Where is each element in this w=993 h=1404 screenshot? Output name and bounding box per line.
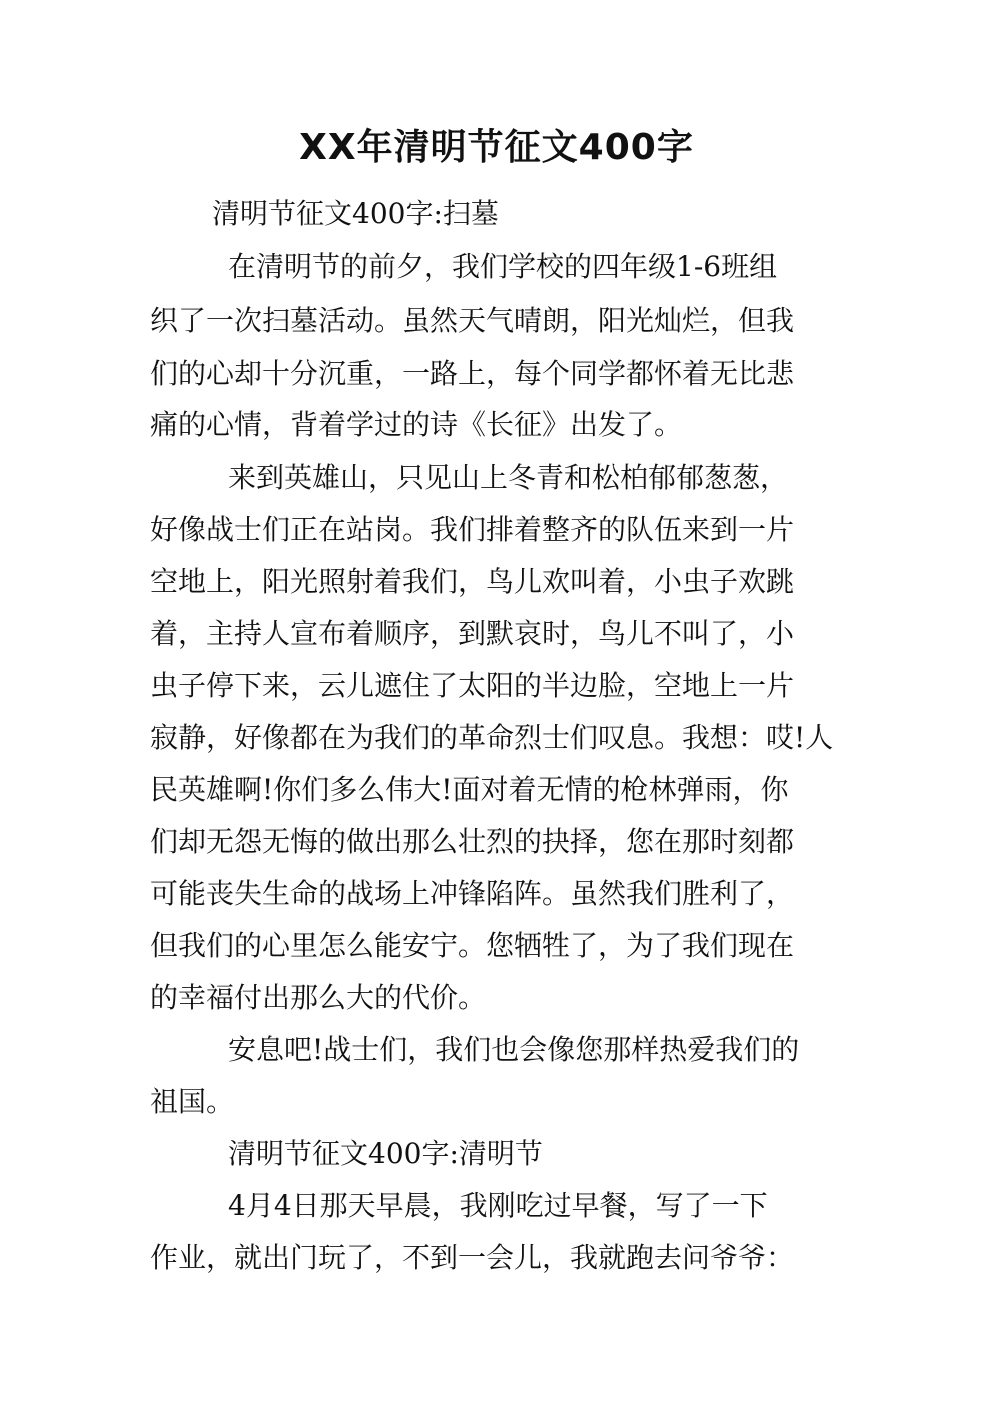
paragraph-line: 安息吧!战士们，我们也会像您那样热爱我们的 [228,1033,800,1066]
paragraph-line: 虫子停下来，云儿遮住了太阳的半边脸，空地上一片 [150,669,795,702]
paragraph-line: 在清明节的前夕，我们学校的四年级1-6班组 [228,250,778,283]
paragraph-line: 的幸福付出那么大的代价。 [150,981,487,1014]
section-heading-2: 清明节征文400字:清明节 [228,1137,543,1170]
document-title: XX年清明节征文400字 [299,127,694,168]
paragraph-line: 但我们的心里怎么能安宁。您牺牲了，为了我们现在 [150,929,795,962]
paragraph-line: 痛的心情，背着学过的诗《长征》出发了。 [150,408,683,441]
paragraph-line: 着，主持人宣布着顺序，到默哀时，鸟儿不叫了，小 [150,617,795,650]
paragraph-line: 祖国。 [150,1085,235,1118]
section-heading-1: 清明节征文400字:扫墓 [212,197,499,230]
paragraph-line: 民英雄啊!你们多么伟大!面对着无情的枪林弹雨，你 [150,773,789,806]
paragraph-line: 4月4日那天早晨，我刚吃过早餐，写了一下 [228,1189,768,1222]
paragraph-line: 可能丧失生命的战场上冲锋陷阵。虽然我们胜利了， [150,877,795,910]
paragraph-line: 空地上，阳光照射着我们，鸟儿欢叫着，小虫子欢跳 [150,565,795,598]
paragraph-line: 作业，就出门玩了，不到一会儿，我就跑去问爷爷： [150,1241,795,1274]
paragraph-line: 织了一次扫墓活动。虽然天气晴朗，阳光灿烂，但我 [150,304,795,337]
paragraph-line: 来到英雄山，只见山上冬青和松柏郁郁葱葱， [228,461,789,494]
paragraph-line: 寂静，好像都在为我们的革命烈士们叹息。我想：哎!人 [150,721,834,754]
paragraph-line: 们的心却十分沉重，一路上，每个同学都怀着无比悲 [150,357,795,390]
paragraph-line: 们却无怨无悔的做出那么壮烈的抉择，您在那时刻都 [150,825,795,858]
paragraph-line: 好像战士们正在站岗。我们排着整齐的队伍来到一片 [150,513,795,546]
